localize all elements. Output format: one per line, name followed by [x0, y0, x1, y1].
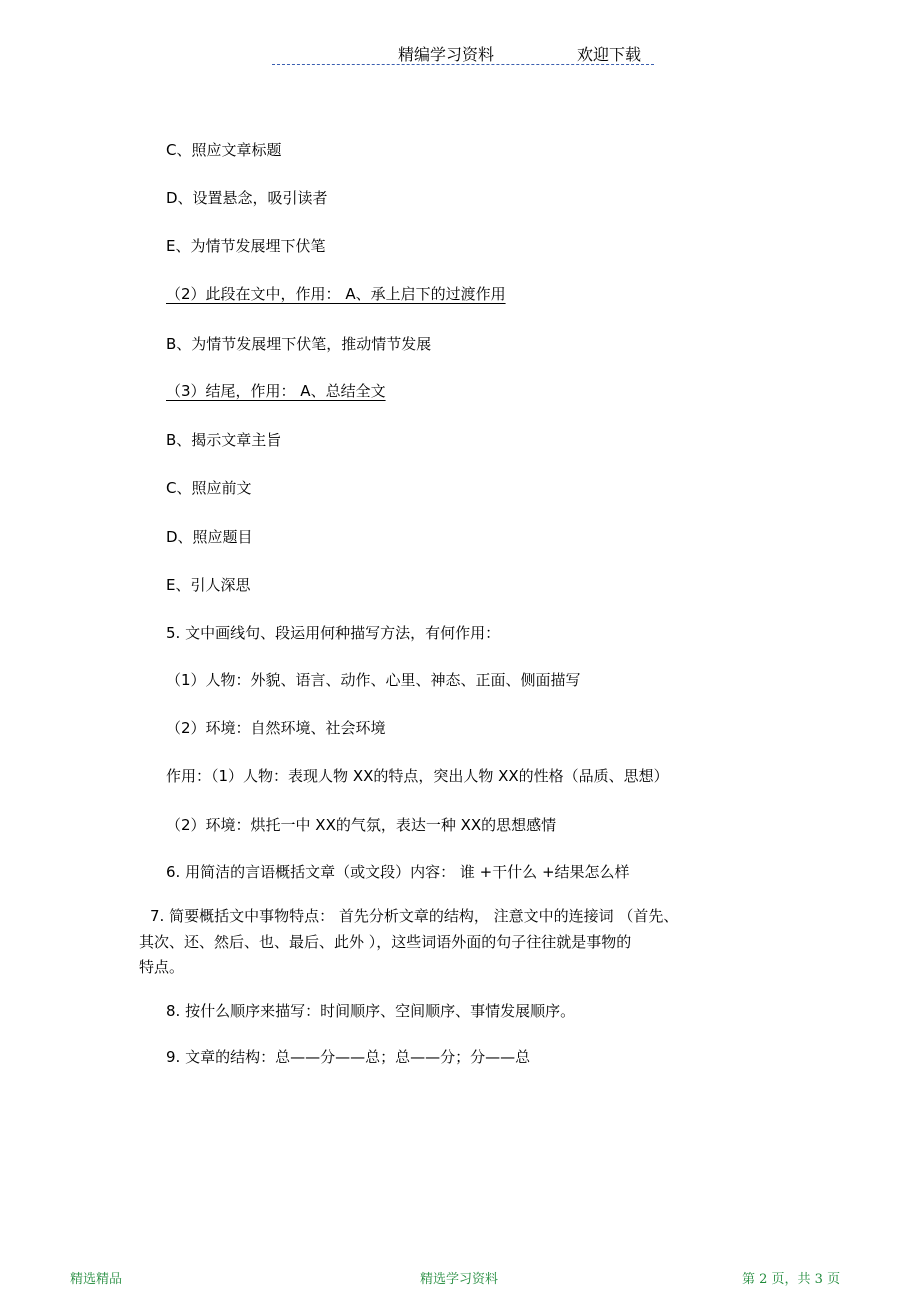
- item-7-line2: 其次、还、然后、也、最后、此外 ），这些词语外面的句子往往就是事物的: [139, 933, 632, 951]
- item-7-line3: 特点。: [139, 958, 185, 976]
- item-9: 9. 文章的结构：总——分——总；总——分；分——总: [166, 1048, 531, 1066]
- footer-center: 精选学习资料: [420, 1272, 499, 1287]
- item-6: 6. 用简洁的言语概括文章（或文段）内容： 谁 +干什么 +结果怎么样: [166, 863, 630, 881]
- paragraph-role-heading: （2）此段在文中，作用： A、承上启下的过渡作用: [166, 285, 506, 303]
- ending-role-heading: （3）结尾，作用： A、总结全文: [166, 382, 386, 400]
- item-5: 5. 文中画线句、段运用何种描写方法，有何作用：: [166, 624, 501, 642]
- item-7-line1: 7. 简要概括文中事物特点： 首先分析文章的结构， 注意文中的连接词 （首先、: [150, 907, 679, 925]
- item-8: 8. 按什么顺序来描写：时间顺序、空间顺序、事情发展顺序。: [166, 1002, 576, 1020]
- page-header: [272, 42, 654, 65]
- footer-page-number: 第 2 页，共 3 页: [742, 1272, 841, 1287]
- option-b-plot: B、为情节发展埋下伏笔，推动情节发展: [166, 335, 432, 353]
- item-5-effect-environment: （2）环境：烘托一中 XX的气氛，表达一种 XX的思想感情: [166, 816, 557, 834]
- item-5-environment: （2）环境：自然环境、社会环境: [166, 719, 386, 737]
- option-d-suspense: D、设置悬念，吸引读者: [166, 189, 328, 207]
- option-b-theme: B、揭示文章主旨: [166, 431, 282, 449]
- item-5-effect-character: 作用：（1）人物：表现人物 XX的特点，突出人物 XX的性格（品质、思想）: [166, 767, 669, 785]
- item-5-character: （1）人物：外貌、语言、动作、心里、神态、正面、侧面描写: [166, 671, 581, 689]
- footer-left: 精选精品: [70, 1272, 123, 1287]
- option-c-echo: C、照应前文: [166, 479, 252, 497]
- option-e-reflection: E、引人深思: [166, 576, 251, 594]
- option-c-title: C、照应文章标题: [166, 141, 282, 159]
- option-d-echo-title: D、照应题目: [166, 528, 253, 546]
- header-title: 精编学习资料: [398, 45, 495, 64]
- header-welcome: 欢迎下载: [577, 45, 642, 64]
- option-e-foreshadow: E、为情节发展埋下伏笔: [166, 237, 326, 255]
